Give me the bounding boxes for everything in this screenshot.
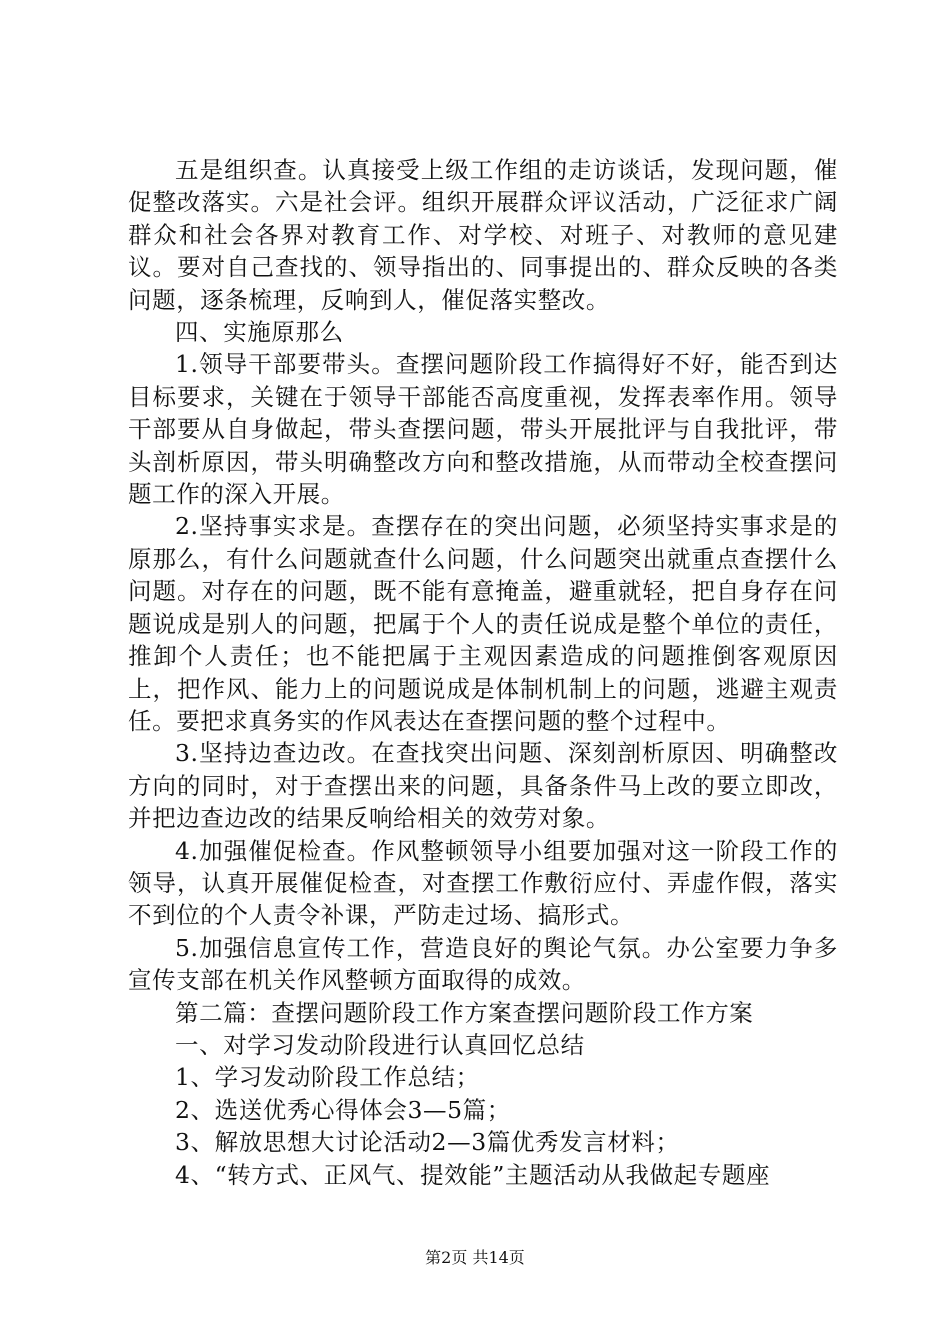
list-item-2: 2、选送优秀心得体会3—5篇； [175, 1095, 511, 1124]
paragraph-principle-3: 3.坚持边查边改。在查找突出问题、深刻剖析原因、明确整改方向的同时，对于查摆出来的问题，具备条件马上改的要立即改，并把边查边改的结果反响给相关的效劳对象。 [128, 739, 838, 833]
paragraph-principle-4: 4.加强催促检查。作风整顿领导小组要加强对这一阶段工作的领导，认真开展催促检查，对查摆工作敷衍应付、弄虚作假，落实不到位的个人责令补课，严防走过场、搞形式。 [128, 836, 838, 930]
list-item-4: 4、“转方式、正风气、提效能”主题活动从我做起专题座 [175, 1160, 771, 1189]
paragraph-principle-5: 5.加强信息宣传工作，营造良好的舆论气氛。办公室要力争多宣传支部在机关作风整顿方面取得的成效。 [128, 933, 838, 995]
page-number-footer: 第2页 共14页 [425, 1248, 525, 1267]
paragraph-organize-check: 五是组织查。认真接受上级工作组的走访谈话，发现问题，催促整改落实。六是社会评。组织开展群众评议活动，广泛征求广阔群众和社会各界对教育工作、对学校、对班子、对教师的意见建议。要对自己查找的、领导指出的、同事提出的、群众反映的各类问题，逐条梳理，反响到人，催促落实整改。 [128, 156, 838, 314]
section-heading-review: 一、对学习发动阶段进行认真回忆总结 [175, 1030, 585, 1059]
paragraph-principle-1: 1.领导干部要带头。查摆问题阶段工作搞得好不好，能否到达目标要求，关键在于领导干部能否高度重视，发挥表率作用。领导干部要从自身做起，带头查摆问题，带头开展批评与自我批评，带头剖析原因，带头明确整改方向和整改措施，从而带动全校查摆问题工作的深入开展。 [128, 350, 838, 509]
section-heading-principles: 四、实施原那么 [175, 318, 344, 347]
chapter-title-second: 第二篇：查摆问题阶段工作方案查摆问题阶段工作方案 [175, 998, 754, 1027]
paragraph-principle-2: 2.坚持事实求是。查摆存在的突出问题，必须坚持实事求是的原那么，有什么问题就查什么问题，什么问题突出就重点查摆什么问题。对存在的问题，既不能有意掩盖，避重就轻，把自身存在问题说成是别人的问题，把属于个人的责任说成是整个单位的责任，推卸个人责任；也不能把属于主观因素造成的问题推倒客观原因上，把作风、能力上的问题说成是体制机制上的问题，逃避主观责任。要把求真务实的作风表达在查摆问题的整个过程中。 [128, 512, 838, 735]
list-item-3: 3、解放思想大讨论活动2—3篇优秀发言材料； [175, 1128, 680, 1157]
document-body [128, 154, 838, 1191]
list-item-1: 1、学习发动阶段工作总结； [175, 1063, 480, 1092]
